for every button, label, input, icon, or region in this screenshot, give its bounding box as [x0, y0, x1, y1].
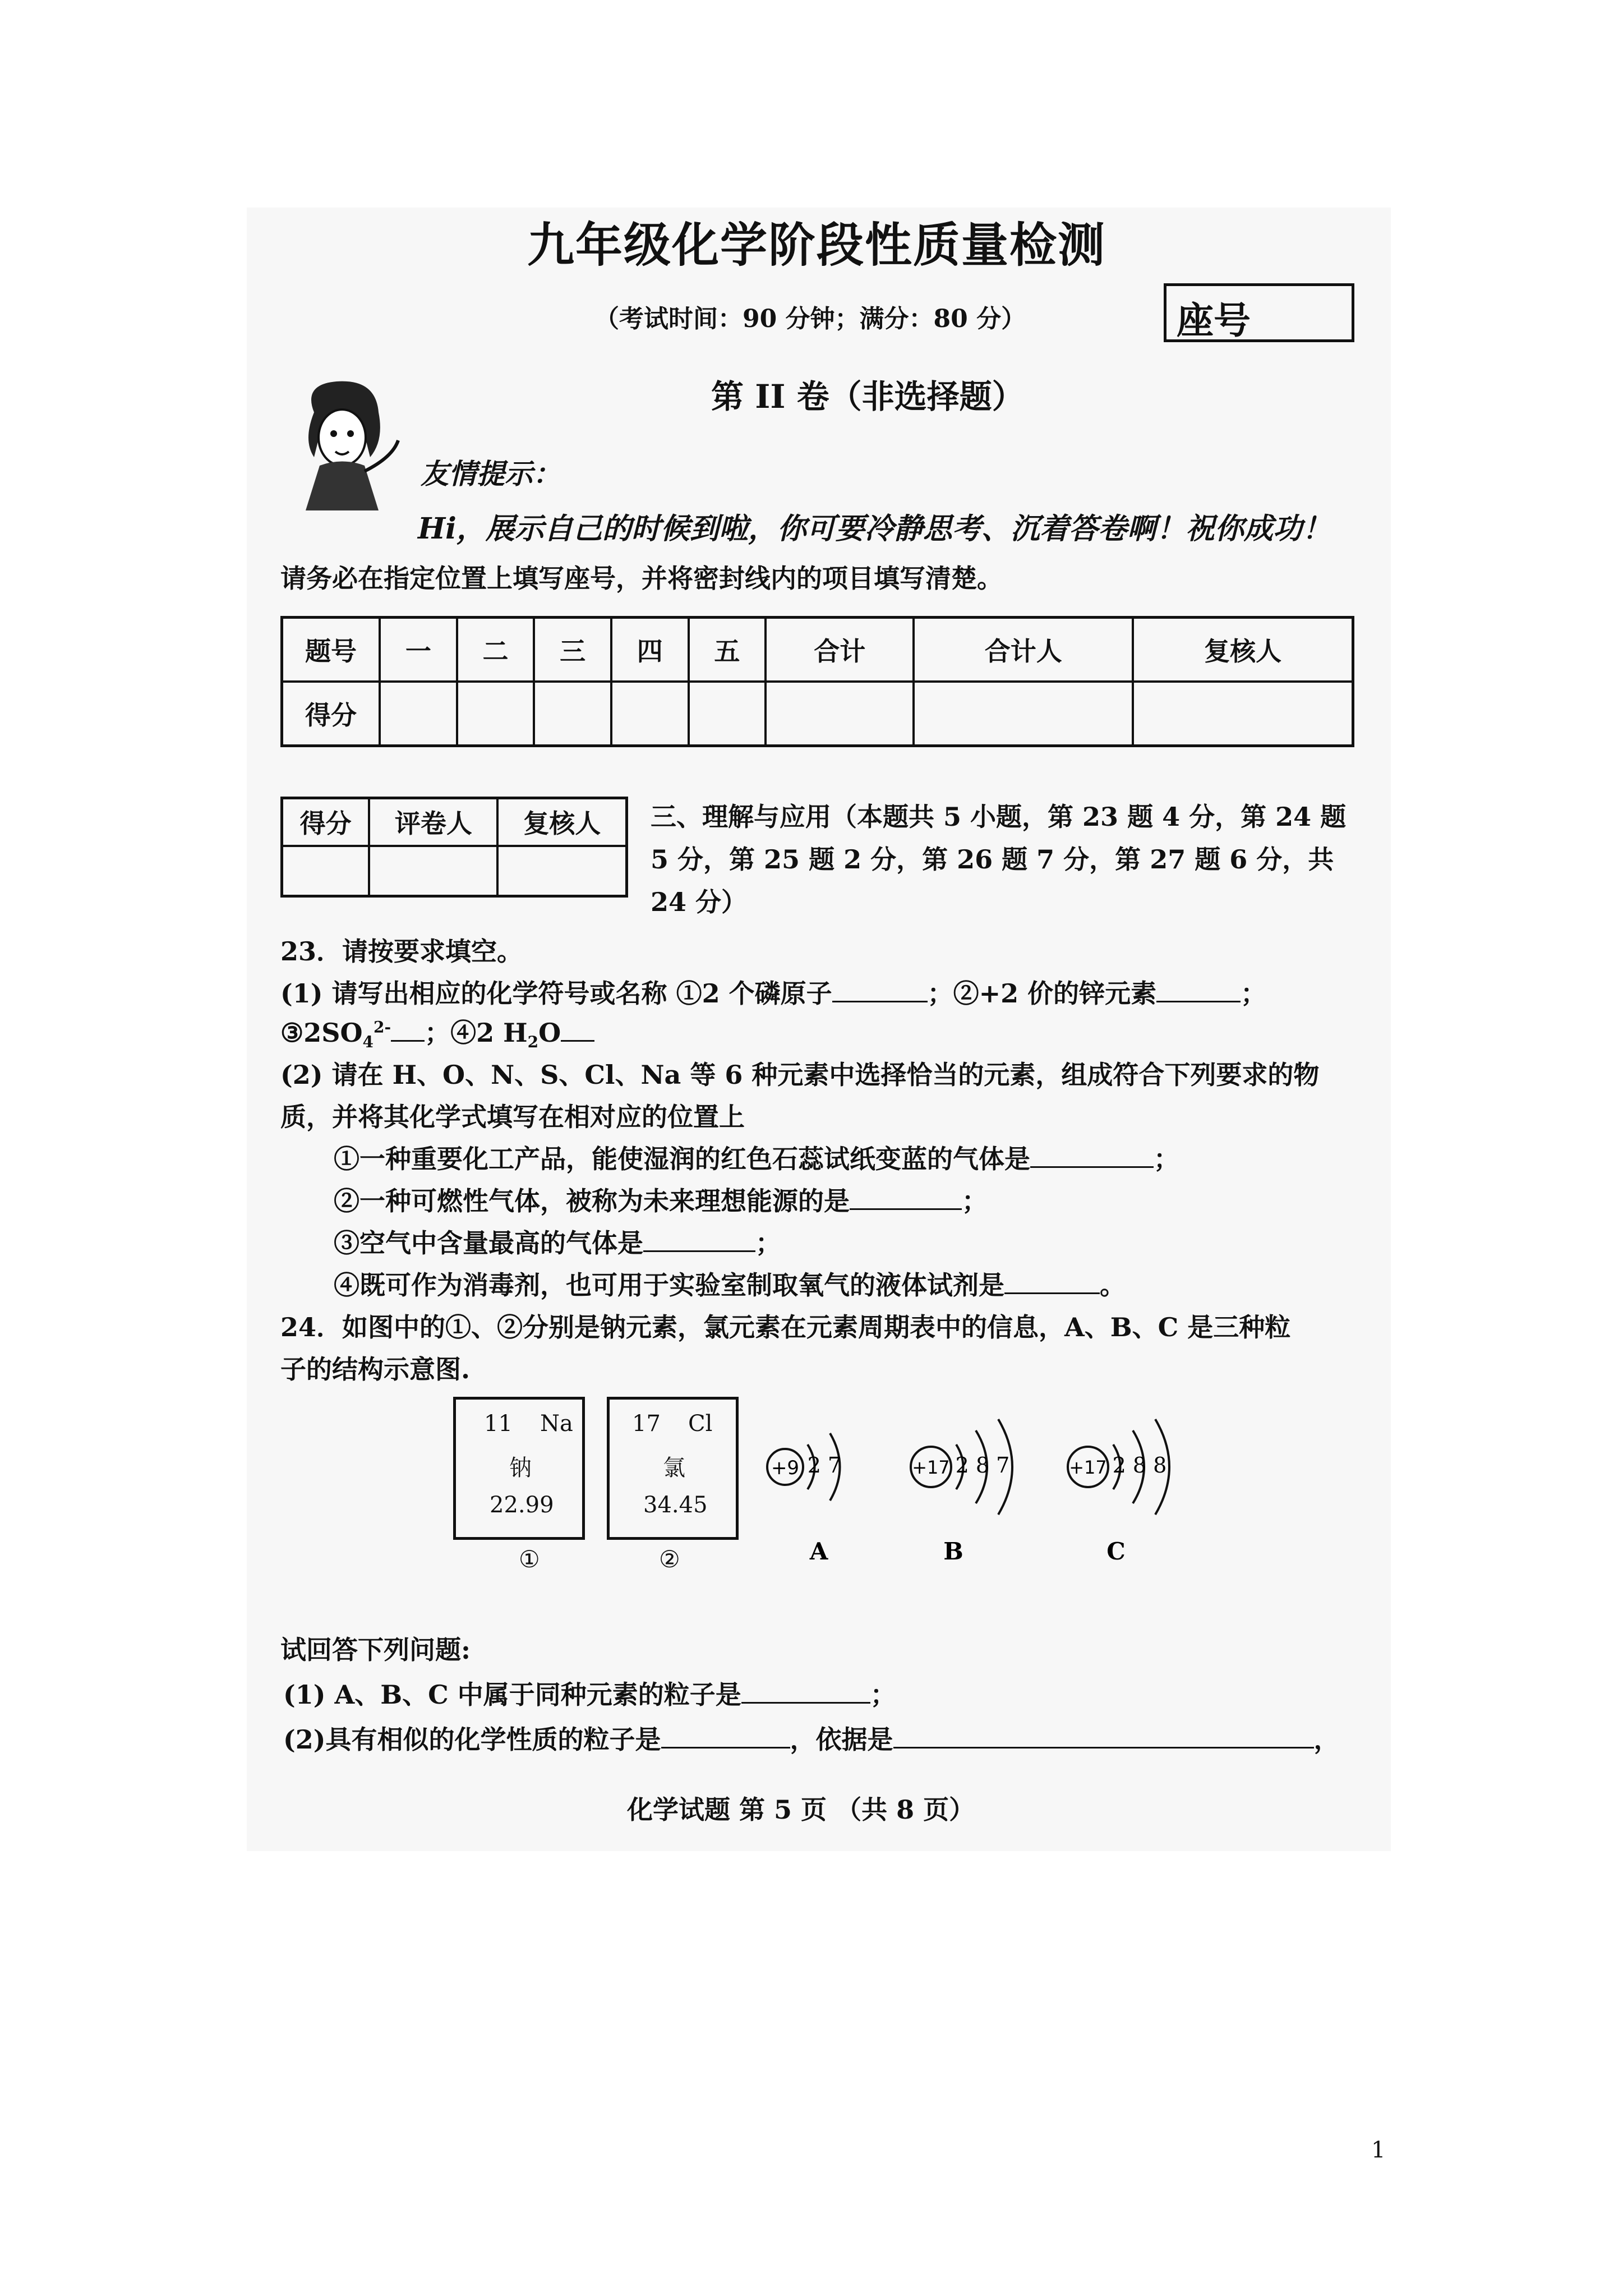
score-cell[interactable] [914, 682, 1133, 746]
q23-p1-text: ； [1241, 978, 1267, 1009]
answer-blank[interactable] [643, 1250, 755, 1252]
q23-item-3 [334, 1223, 781, 1260]
element-name: 钠 [509, 1455, 532, 1481]
answer-blank[interactable] [850, 1208, 962, 1210]
score-cell[interactable] [611, 682, 689, 746]
q23-part2-a: (2) 请在 H、O、N、S、Cl、Na 等 6 种元素中选择恰当的元素，组成符合下列要求的物 [280, 1060, 1320, 1090]
exam-info: （考试时间：90 分钟；满分：80 分） [594, 305, 1026, 333]
item-punct: ； [962, 1186, 988, 1216]
grader-header: 得分 [282, 798, 370, 846]
nucleus-charge: +17 [1069, 1457, 1107, 1478]
electron-shells: 2 8 7 [955, 1453, 1010, 1478]
item-text: ③空气中含量最高的气体是 [334, 1228, 643, 1258]
atomic-number: 11 [484, 1411, 513, 1437]
section-title: 第 II 卷（非选择题） [711, 378, 1025, 416]
item-punct: ； [755, 1228, 781, 1258]
answer-blank[interactable] [1004, 1292, 1100, 1294]
q23-stem: 23．请按要求填空。 [280, 936, 523, 967]
element-label: ② [659, 1545, 680, 1573]
grader-header: 复核人 [497, 798, 626, 846]
q23-part2-b: 质，并将其化学式填写在相对应的位置上 [280, 1102, 745, 1132]
electron-shells: 2 8 8 [1112, 1453, 1167, 1478]
element-box-sodium [453, 1397, 585, 1540]
q24-stem-b: 子的结构示意图. [280, 1354, 471, 1384]
answer-blank[interactable] [661, 1747, 790, 1749]
q23-part1-b [280, 1013, 594, 1051]
instruction: 请务必在指定位置上填写座号，并将密封线内的项目填写清楚。 [280, 563, 1003, 593]
nucleus-charge: +17 [912, 1457, 950, 1478]
q23-p1-text: ；②+2 价的锌元素 [927, 978, 1157, 1009]
element-symbol: Na [540, 1411, 573, 1437]
score-header: 题号 [282, 618, 380, 682]
score-cell[interactable] [380, 682, 457, 746]
grader-cell[interactable] [282, 846, 370, 896]
page-title: 九年级化学阶段性质量检测 [527, 218, 1106, 273]
particle-diagrams [751, 1397, 1234, 1565]
answer-blank[interactable] [832, 1001, 928, 1002]
atomic-mass: 34.45 [643, 1492, 708, 1518]
grader-cell[interactable] [369, 846, 497, 896]
formula-text: O [538, 1018, 561, 1048]
formula-sub: 4 [362, 1033, 374, 1052]
atomic-number: 17 [632, 1411, 661, 1437]
answer-prompt: (1) A、B、C 中属于同种元素的粒子是 [283, 1680, 741, 1710]
score-cell[interactable] [457, 682, 534, 746]
q24-answer-2 [283, 1719, 1340, 1756]
score-table [280, 616, 1354, 747]
answer-punct: ， [1313, 1724, 1340, 1755]
answer-blank[interactable] [391, 1040, 425, 1042]
q23-part1 [280, 973, 1266, 1010]
answer-blank[interactable] [741, 1702, 870, 1704]
item-punct: 。 [1100, 1270, 1126, 1300]
grader-table [280, 797, 628, 898]
grader-cell[interactable] [497, 846, 626, 896]
element-box-chlorine [607, 1397, 739, 1540]
formula-sub: 2 [527, 1033, 539, 1052]
item-text: ①一种重要化工产品，能使湿润的红色石蕊试纸变蓝的气体是 [334, 1144, 1030, 1174]
q23-item-4 [334, 1265, 1126, 1302]
item-text: ④既可作为消毒剂，也可用于实验室制取氧气的液体试剂是 [334, 1270, 1004, 1300]
answer-prompt: ，依据是 [790, 1724, 893, 1755]
answer-prompt: (2)具有相似的化学性质的粒子是 [283, 1724, 661, 1755]
seat-label: 座号 [1177, 299, 1251, 342]
score-header: 二 [457, 618, 534, 682]
seat-number-box [1164, 283, 1354, 342]
section-3-title: 三、理解与应用（本题共 5 小题，第 23 题 4 分，第 24 题 5 分，第 25 题 2 分，第 26 题 7 分，第 27 题 6 分，共 24 分） [651, 802, 1347, 917]
element-label: ① [519, 1545, 540, 1573]
page-footer: 化学试题 第 5 页 （共 8 页） [627, 1795, 975, 1825]
particle-label: A [809, 1538, 828, 1565]
q23-item-1 [334, 1139, 1179, 1176]
score-header: 复核人 [1133, 618, 1353, 682]
score-header: 五 [689, 618, 766, 682]
answer-blank[interactable] [1156, 1001, 1241, 1002]
particle-label: B [943, 1538, 963, 1565]
score-header: 合计 [766, 618, 914, 682]
q23-p1-text: (1) 请写出相应的化学符号或名称 ①2 个磷原子 [280, 978, 832, 1009]
grader-header: 评卷人 [369, 798, 497, 846]
q24-answer-1 [283, 1674, 896, 1711]
score-cell[interactable] [689, 682, 766, 746]
score-cell[interactable] [766, 682, 914, 746]
score-header: 三 [534, 618, 611, 682]
nucleus-charge: +9 [771, 1457, 800, 1479]
particle-c [1068, 1419, 1169, 1565]
electron-shells: 2 7 [807, 1453, 842, 1478]
particle-label: C [1106, 1538, 1126, 1565]
particle-a [767, 1433, 841, 1565]
score-cell[interactable] [1133, 682, 1353, 746]
element-symbol: Cl [688, 1411, 713, 1437]
answer-blank[interactable] [1030, 1166, 1154, 1168]
particle-b [911, 1419, 1012, 1565]
page-number: 1 [1371, 2137, 1386, 2163]
answer-blank[interactable] [893, 1747, 1314, 1749]
cartoon-girl-icon [280, 373, 404, 513]
atomic-mass: 22.99 [490, 1492, 554, 1518]
formula-text: ③2SO [280, 1018, 363, 1048]
q24-ask: 试回答下列问题: [280, 1635, 471, 1665]
formula-sup: 2- [374, 1018, 391, 1037]
score-header: 四 [611, 618, 689, 682]
tip-text: Hi，展示自己的时候到啦，你可要冷静思考、沉着答卷啊！祝你成功！ [418, 512, 1331, 546]
item-punct: ； [1154, 1144, 1179, 1174]
formula-text: ；④2 H [425, 1018, 528, 1048]
score-header: 一 [380, 618, 457, 682]
element-name: 氯 [663, 1455, 685, 1481]
q23-item-2 [334, 1181, 988, 1218]
tip-title: 友情提示： [421, 457, 561, 490]
score-cell[interactable] [534, 682, 611, 746]
q24-stem-a: 24．如图中的①、②分别是钠元素，氯元素在元素周期表中的信息，A、B、C 是三种粒 [280, 1312, 1291, 1342]
item-text: ②一种可燃性气体，被称为未来理想能源的是 [334, 1186, 850, 1216]
answer-blank[interactable] [561, 1040, 594, 1042]
score-header: 合计人 [914, 618, 1133, 682]
score-row-label: 得分 [282, 682, 380, 746]
answer-punct: ； [870, 1680, 896, 1710]
